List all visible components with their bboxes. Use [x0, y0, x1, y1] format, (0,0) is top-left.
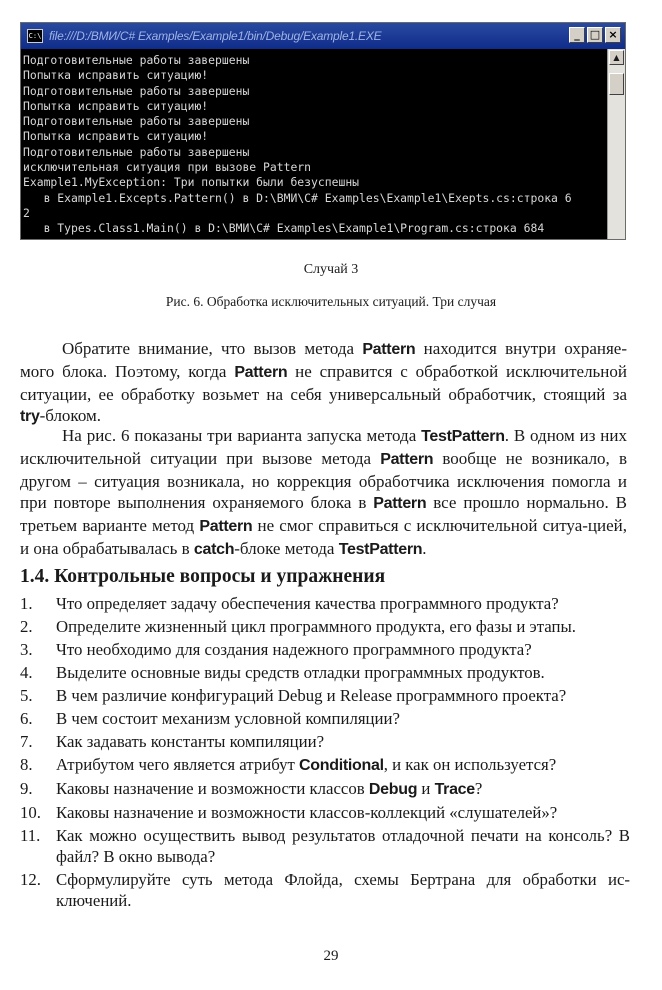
console-line: в Example1.Excepts.Pattern() в D:\ВМИ\C# Examples\Example1\Exepts.cs:строка 6: [23, 190, 572, 205]
questions-list: [20, 593, 630, 911]
text-run: Обратите внимание, что вызов метода: [62, 339, 363, 358]
list-item: [20, 685, 630, 706]
item-number: 9.: [20, 779, 33, 798]
console-line: Example1.MyException: Три попытки были безуспешны: [23, 175, 360, 190]
text-run: Каковы назначение и возможности классов: [56, 779, 369, 798]
text-run: . В одном из них исключительной ситуации при вызове метода: [20, 426, 627, 468]
item-number: 4.: [20, 663, 33, 682]
minimize-button[interactable]: _: [569, 27, 585, 43]
list-item: [20, 825, 630, 867]
console-line: 2: [23, 205, 30, 220]
console-app-icon[interactable]: C:\: [27, 29, 43, 43]
text-run: На рис. 6 показаны три варианта запуска метода: [62, 426, 422, 445]
body-paragraph-1: [20, 338, 627, 428]
page-number: 29: [323, 948, 339, 964]
console-titlebar[interactable]: [21, 23, 625, 49]
text-run: .: [422, 538, 427, 558]
item-number: 11.: [20, 826, 41, 845]
code-keyword: Debug: [368, 781, 418, 798]
console-line: Подготовительные работы завершены: [23, 83, 250, 98]
item-number: 12.: [20, 870, 41, 889]
close-button[interactable]: ×: [605, 27, 621, 43]
item-number: 7.: [20, 732, 33, 751]
console-line: Попытка исправить ситуацию!: [23, 129, 209, 144]
code-keyword: TestPattern: [421, 428, 505, 445]
item-text: Каковы назначение и возможности классов-коллекций «слушателей»?: [56, 803, 558, 822]
item-number: 1.: [20, 594, 33, 613]
item-text: [56, 778, 630, 800]
item-number: 2.: [20, 617, 33, 636]
item-text: Как можно осуществить вывод результатов отладочной печати на консоль? В файл? В окно вывода?: [56, 826, 630, 866]
text-run: вообще не возникало, в другом – ситуация возникала, но коррекция обработчика исключения помогла и при повторе выполнения охраняемого блока в: [20, 448, 627, 513]
item-text: Сформулируйте суть метода Флойда, схемы Бертрана для обработки ис-ключений.: [56, 870, 630, 910]
list-item: [20, 639, 630, 660]
text-run: Атрибутом чего является атрибут: [56, 755, 300, 774]
figure-caption: Рис. 6. Обработка исключительных ситуаций. Три случая: [165, 294, 497, 309]
item-text: Как задавать константы компиляции?: [56, 732, 325, 751]
text-run: находится внутри охраняе-мого блока. Поэтому, когда: [20, 339, 627, 381]
text-run: -блоке метода: [234, 538, 339, 558]
code-keyword: Conditional: [299, 757, 384, 774]
item-text: В чем различие конфигураций Debug и Release программного проекта?: [56, 686, 567, 705]
item-text: [56, 754, 630, 776]
item-text: Что определяет задачу обеспечения качества программного продукта?: [56, 594, 559, 613]
body-paragraph-2: [20, 425, 627, 561]
item-text: Выделите основные виды средств отладки программных продуктов.: [56, 663, 545, 682]
code-keyword: Pattern: [199, 518, 253, 536]
text-run: ?: [474, 779, 483, 798]
text-run: не справится с обработкой исключительной ситуации, ее обработку возьмет на себя универсальный обработчик, стоящий за: [20, 361, 628, 404]
section-heading: 1.4. Контрольные вопросы и упражнения: [20, 566, 386, 587]
code-keyword: Pattern: [234, 363, 288, 381]
scroll-thumb[interactable]: [609, 73, 624, 95]
list-item: [20, 731, 630, 752]
list-item: [20, 754, 630, 776]
console-window: [20, 22, 626, 240]
code-keyword: TestPattern: [338, 540, 423, 558]
console-line: Попытка исправить ситуацию!: [23, 68, 209, 83]
code-keyword: Trace: [434, 781, 475, 798]
console-line: в Types.Class1.Main() в D:\ВМИ\C# Examples\Example1\Program.cs:строка 684: [23, 221, 545, 236]
console-scrollbar[interactable]: [607, 49, 625, 239]
text-run: не смог справиться с исключительной ситуа-цией, и она обрабатывалась в: [20, 516, 627, 558]
item-text: Что необходимо для создания надежного программного продукта?: [56, 640, 532, 659]
list-item: [20, 778, 630, 800]
item-text: В чем состоит механизм условной компиляции?: [56, 709, 400, 728]
item-number: 3.: [20, 640, 33, 659]
item-number: 6.: [20, 709, 33, 728]
item-text: Определите жизненный цикл программного продукта, его фазы и этапы.: [56, 617, 576, 636]
console-line: Подготовительные работы завершены: [23, 53, 250, 67]
console-line: Подготовительные работы завершены: [23, 144, 250, 159]
text-run: , и как он используется?: [383, 755, 557, 774]
code-keyword: Pattern: [373, 495, 427, 513]
code-keyword: catch: [193, 540, 235, 558]
maximize-button[interactable]: □: [587, 27, 603, 43]
list-item: [20, 708, 630, 729]
item-number: 10.: [20, 803, 41, 822]
text-run: и: [417, 779, 435, 798]
console-line: Попытка исправить ситуацию!: [23, 98, 209, 113]
console-output: [21, 49, 607, 239]
list-item: [20, 593, 630, 614]
text-run: все прошло нормально. В третьем варианте метод: [20, 493, 627, 536]
text-run: -блоком.: [39, 406, 102, 426]
console-line: Подготовительные работы завершены: [23, 114, 250, 129]
console-title: file:///D:/ВМИ/C# Examples/Example1/bin/Debug/Example1.EXE: [49, 29, 382, 43]
list-item: [20, 662, 630, 683]
list-item: [20, 616, 630, 637]
case-caption: Случай 3: [303, 262, 359, 277]
window-controls: [569, 27, 621, 43]
code-keyword: Pattern: [380, 450, 434, 468]
item-number: 8.: [20, 755, 33, 774]
code-keyword: Pattern: [362, 341, 416, 358]
scroll-up-arrow-icon[interactable]: ▲: [609, 50, 624, 65]
item-number: 5.: [20, 686, 33, 705]
list-item: [20, 869, 630, 911]
console-line: исключительная ситуация при вызове Pattern: [23, 160, 312, 175]
list-item: [20, 802, 630, 823]
code-keyword: try: [20, 408, 40, 426]
